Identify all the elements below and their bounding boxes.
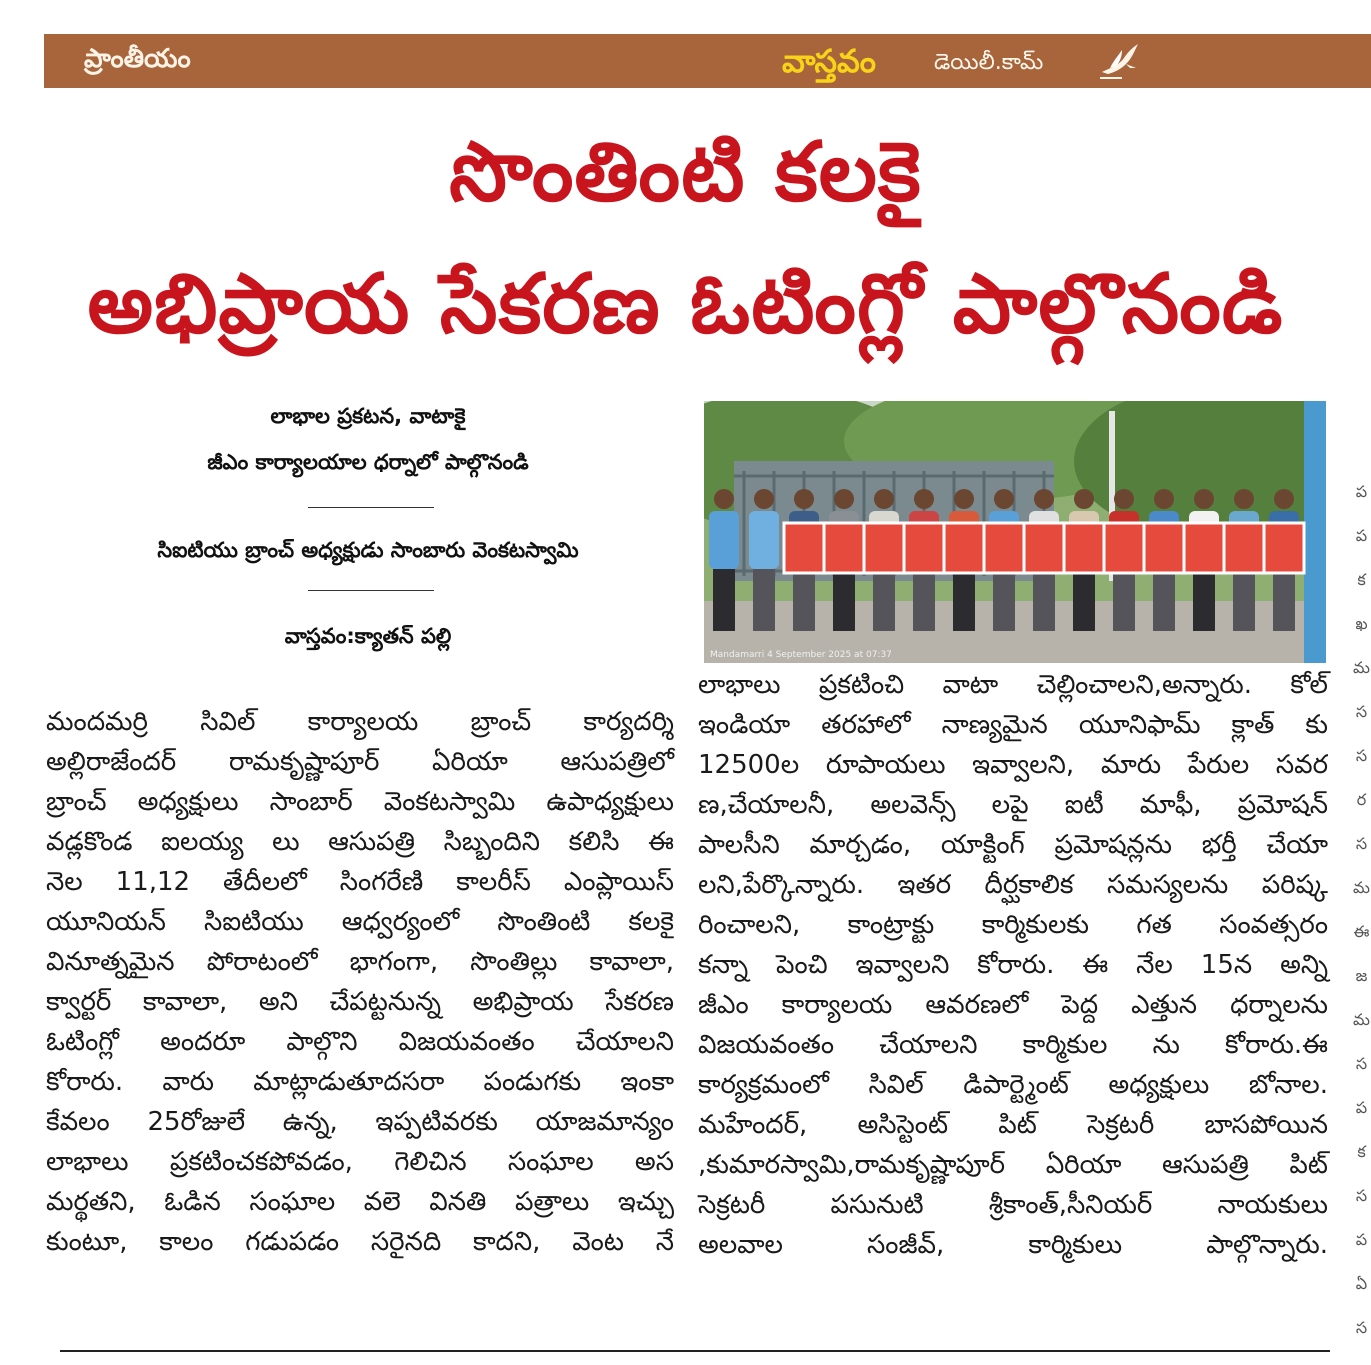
article-line: 12500ల రూపాయలు ఇవ్వాలని, మారు పేరుల సవర bbox=[698, 750, 1328, 780]
article-line: లాభాలు ప్రకటించి వాటా చెల్లించాలని,అన్నారు. కోల్ bbox=[698, 670, 1328, 700]
article-line: ణ,చేయాలనీ, అలవెన్స్ లపై ఐటీ మాఫీ, ప్రమోషన్ bbox=[698, 790, 1328, 820]
subhead-line-3: సిఐటియు బ్రాంచ్ అధ్యక్షుడు సాంబారు వెంకటస్వామి bbox=[157, 538, 579, 562]
article-line: యూనియన్ సిఐటియు ఆధ్వర్యంలో సొంతింటి కలకై bbox=[46, 907, 674, 937]
paper-site: డెయిలీ.కామ్ bbox=[934, 50, 1044, 75]
article-line: అల్లిరాజేందర్ రామకృష్ణాపూర్ ఏరియా ఆసుపత్రిలో bbox=[46, 747, 674, 777]
article-line: వినూత్నమైన పోరాటంలో భాగంగా, సొంతిల్లు కావాలా, bbox=[46, 947, 674, 977]
photo-scene bbox=[704, 401, 1326, 663]
paper-name: వాస్తవం bbox=[782, 42, 876, 80]
masthead-band bbox=[44, 34, 1371, 88]
subhead-divider-1 bbox=[308, 507, 434, 508]
article-line: లని,పేర్కొన్నారు. ఇతర దీర్ఘకాలిక సమస్యలను పరిష్క bbox=[698, 870, 1328, 900]
bird-icon bbox=[1096, 38, 1142, 84]
article-line: పాలసీని మార్చడం, యాక్టింగ్ ప్రమోషన్లను భర్తీ చేయా bbox=[698, 830, 1328, 860]
article-line: మహేందర్, అసిస్టెంట్ పిట్ సెక్రటరీ బాసపోయిన bbox=[698, 1110, 1328, 1140]
article-line: నెల 11,12 తేదీలలో సింగరేణి కాలరీస్ ఎంప్లాయిస్ bbox=[46, 867, 674, 897]
article-line: కోరారు. వారు మాట్లాడుతూదసరా పండుగకు ఇంకా bbox=[46, 1067, 674, 1097]
article-right-column bbox=[698, 665, 1328, 1265]
article-line: మందమర్రి సివిల్ కార్యాలయ బ్రాంచ్ కార్యదర్శి bbox=[46, 707, 674, 737]
adjacent-column-edge: ప ప క ఖ మ స స ర స మ ఈ జ మ స ప క స ప ఏ స bbox=[1353, 482, 1370, 1337]
article-line: బ్రాంచ్ అధ్యక్షులు సాంబార్ వెంకటస్వామి ఉపాధ్యక్షులు bbox=[46, 787, 674, 817]
article-line: మర్థతని, ఓడిన సంఘాల వలె వినతి పత్రాలు ఇచ్చు bbox=[46, 1187, 674, 1217]
section-label: ప్రాంతీయం bbox=[84, 44, 191, 74]
dateline: వాస్తవం:క్యాతన్ పల్లి bbox=[284, 624, 452, 648]
article-line: కేవలం 25రోజులే ఉన్న, ఇప్పటివరకు యాజమాన్యం bbox=[46, 1107, 674, 1137]
article-line: కార్యక్రమంలో సివిల్ డిపార్ట్మెంట్ అధ్యక్షులు బోనాల. bbox=[698, 1070, 1328, 1100]
article-line: అలవాల సంజీవ్, కార్మికులు పాల్గొన్నారు. bbox=[698, 1230, 1328, 1260]
article-line: కన్నా పెంచి ఇవ్వాలని కోరారు. ఈ నేల 15న అన్ని bbox=[698, 950, 1328, 980]
article-line: ఓటింగ్లో అందరూ పాల్గొని విజయవంతం చేయాలని bbox=[46, 1027, 674, 1057]
article-line: ,కుమారస్వామి,రామకృష్ణాపూర్ ఏరియా ఆసుపత్రి పిట్ bbox=[698, 1150, 1328, 1180]
article-left-column bbox=[46, 702, 674, 1262]
subhead-divider-2 bbox=[308, 590, 434, 591]
article-line: సెక్రటరీ పసునుటి శ్రీకాంత్,సీనియర్ నాయకులు bbox=[698, 1190, 1328, 1220]
article-line: రించాలని, కాంట్రాక్టు కార్మికులకు గత సంవత్సరం bbox=[698, 910, 1328, 940]
article-line: వడ్లకొండ ఐలయ్య లు ఆసుపత్రి సిబ్బందిని కలిసి ఈ bbox=[46, 827, 674, 857]
headline-line-1: సొంతింటి కలకై bbox=[449, 125, 922, 220]
article-line: క్వార్టర్ కావాలా, అని చేపట్టనున్న అభిప్రాయ సేకరణ bbox=[46, 987, 674, 1017]
article-line: విజయవంతం చేయాలని కార్మికుల ను కోరారు.ఈ bbox=[698, 1030, 1328, 1060]
headline-line-2: అభిప్రాయ సేకరణ ఓటింగ్లో పాల్గొనండి bbox=[87, 257, 1284, 352]
article-line: జీఎం కార్యాలయ ఆవరణలో పెద్ద ఎత్తున ధర్నాలను bbox=[698, 990, 1328, 1020]
news-photo bbox=[704, 401, 1326, 663]
photo-watermark: Mandamarri 4 September 2025 at 07:37 bbox=[710, 650, 892, 660]
subhead-line-2: జీఎం కార్యాలయాల ధర్నాలో పాల్గొనండి bbox=[207, 450, 529, 474]
subhead-line-1: లాభాల ప్రకటన, వాటాకై bbox=[270, 404, 466, 428]
article-line: ఇండియా తరహాలో నాణ్యమైన యూనిఫామ్ క్లాత్ కు bbox=[698, 710, 1328, 740]
bottom-rule bbox=[60, 1350, 1330, 1352]
article-line: లాభాలు ప్రకటించకపోవడం, గెలిచిన సంఘాల అస bbox=[46, 1147, 674, 1177]
article-line: కుంటూ, కాలం గడుపడం సరైనది కాదని, వెంట నే bbox=[46, 1227, 674, 1257]
